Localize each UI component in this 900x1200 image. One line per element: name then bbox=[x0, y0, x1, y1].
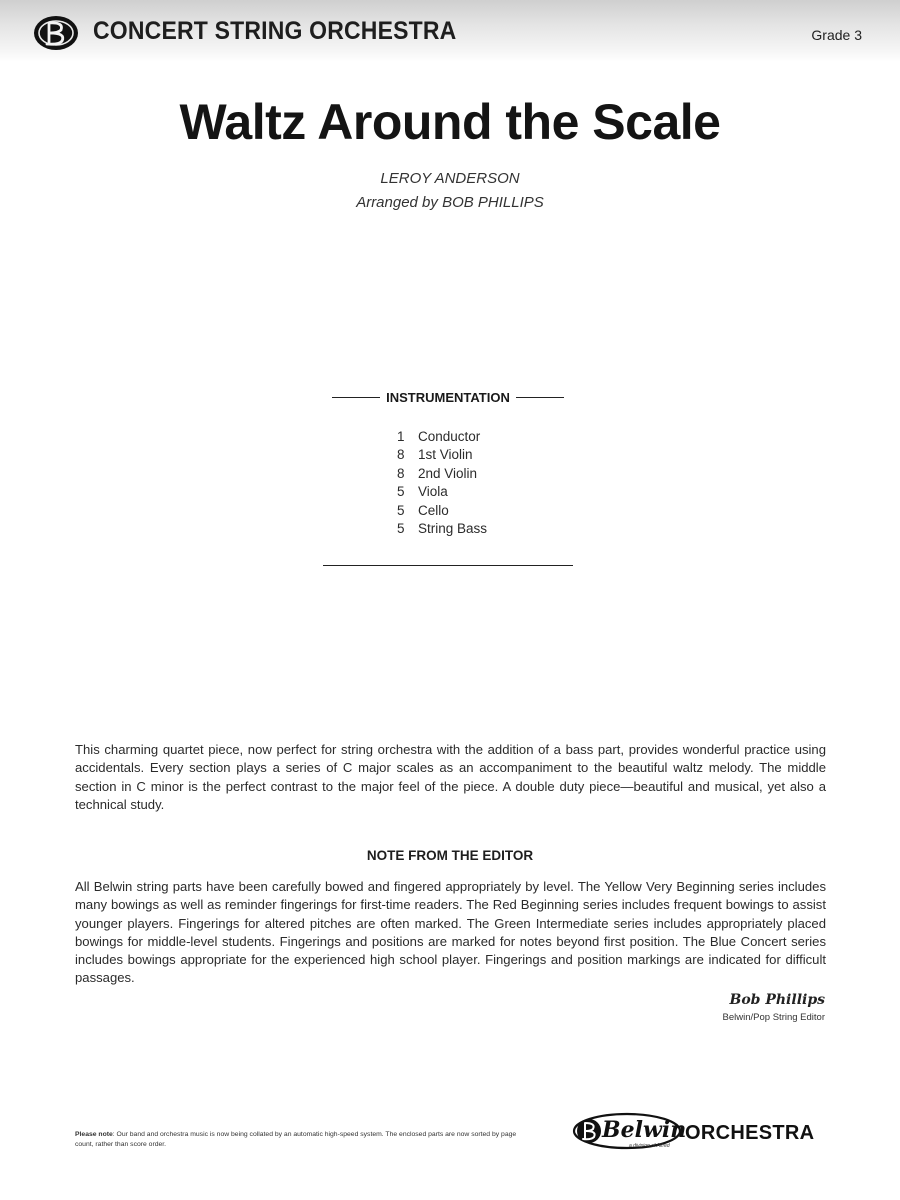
publisher-subtitle: a division of Alfred bbox=[629, 1143, 670, 1149]
instrument-name: String Bass bbox=[418, 520, 488, 536]
instrument-name: Viola bbox=[418, 484, 448, 500]
instrument-quantity: 5 bbox=[397, 484, 405, 500]
footnote-label: Please note bbox=[75, 1131, 113, 1138]
instrumentation-bottom-rule bbox=[323, 565, 573, 566]
instrument-quantity: 8 bbox=[397, 465, 405, 481]
instrument-quantity: 5 bbox=[397, 502, 405, 518]
list-item bbox=[397, 428, 487, 446]
instrumentation-heading bbox=[323, 390, 573, 405]
collation-footnote bbox=[75, 1130, 535, 1150]
instrument-name: Conductor bbox=[418, 429, 481, 444]
list-item bbox=[397, 502, 487, 520]
piece-description: This charming quartet piece, now perfect for string orchestra with the addition of a bass part, provides wonderful practice using accidentals. Every section plays a series of C major scales as an accompaniment to the beautiful waltz melody. The middle section in C minor is the perfect contrast to the major feel of the piece. A double duty piece—beautiful and musical, yet also a technical study. bbox=[75, 742, 826, 812]
heading-rule-left bbox=[332, 397, 380, 398]
editor-signature: Bob Phillips bbox=[729, 992, 825, 1008]
instrument-quantity: 5 bbox=[397, 520, 405, 536]
arranger: Arranged by BOB PHILLIPS bbox=[356, 194, 544, 211]
piece-title: Waltz Around the Scale bbox=[179, 94, 721, 150]
instrument-name: Cello bbox=[418, 502, 449, 518]
composer: LEROY ANDERSON bbox=[380, 170, 520, 187]
series-logo-icon bbox=[32, 13, 80, 53]
instrument-name: 2nd Violin bbox=[418, 465, 478, 481]
instrument-quantity: 1 bbox=[397, 429, 405, 444]
instrument-quantity: 8 bbox=[397, 447, 405, 463]
list-item bbox=[397, 465, 487, 483]
instrumentation-heading-label: INSTRUMENTATION bbox=[386, 390, 510, 405]
header-band bbox=[0, 0, 900, 62]
publisher-logo bbox=[572, 1110, 832, 1154]
series-title: CONCERT STRING ORCHESTRA bbox=[93, 17, 457, 45]
heading-rule-right bbox=[516, 397, 564, 398]
list-item bbox=[397, 520, 487, 538]
publisher-logo-name: Belwin bbox=[602, 1117, 687, 1143]
list-item bbox=[397, 483, 487, 501]
grade-label: Grade 3 bbox=[811, 27, 862, 43]
instrument-name: 1st Violin bbox=[418, 447, 473, 463]
instrumentation-list bbox=[397, 428, 487, 538]
editor-note-text: All Belwin string parts have been carefully bowed and fingered appropriately by level. The Yellow Very Beginning series includes many bowings as well as reminder fingerings for first-time readers. The Red Beginning series includes frequent bowings to assist younger players. Fingerings for altered pitches are often marked. The Green Intermediate series includes appropriately placed bowings for middle-level students. Fingerings and positions are marked for notes beyond first position. The Blue Concert series includes bowings appropriate for the experienced high school player. Fingerings and position markings are indicated for difficult passages. bbox=[75, 879, 826, 986]
footnote-text: : Our band and orchestra music is now being collated by an automatic high-speed system. The enclosed parts are now sorted by page count, rather than score order. bbox=[75, 1131, 517, 1148]
editor-role: Belwin/Pop String Editor bbox=[722, 1012, 825, 1023]
publisher-line-label: ORCHESTRA bbox=[685, 1122, 815, 1144]
editor-note-heading: NOTE FROM THE EDITOR bbox=[366, 848, 534, 863]
list-item bbox=[397, 446, 487, 464]
